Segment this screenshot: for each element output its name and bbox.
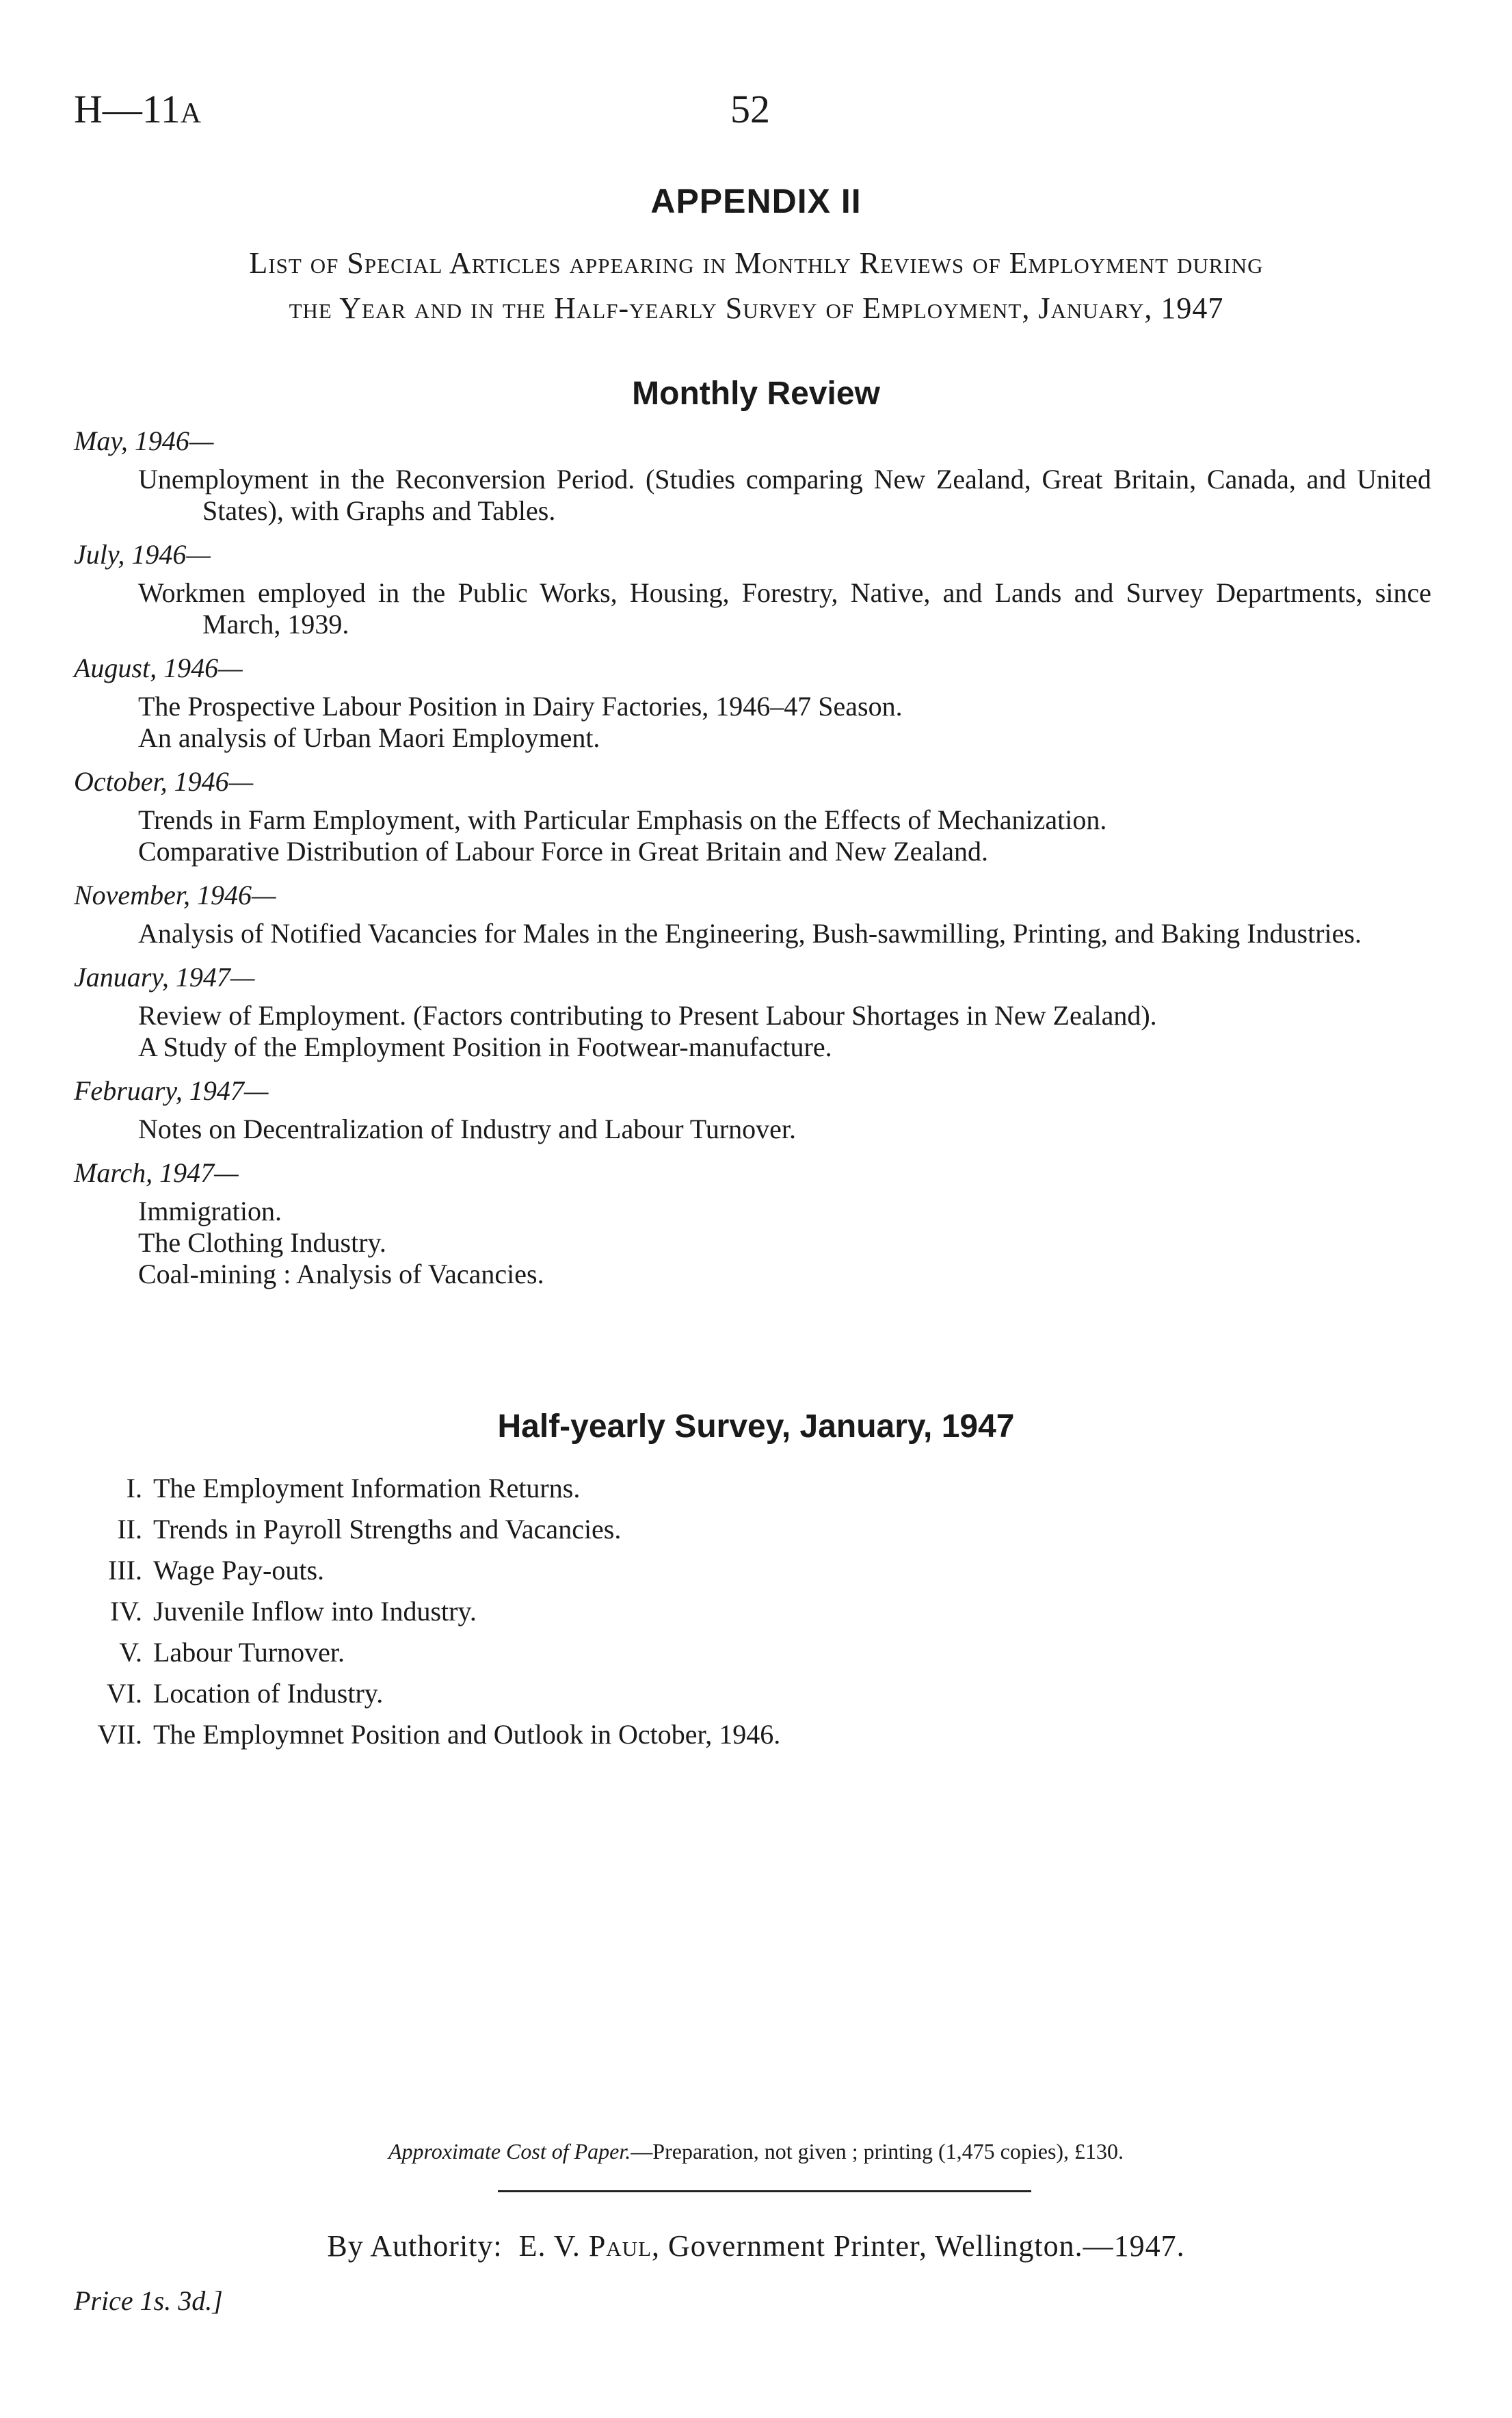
review-entry [74, 1155, 1431, 1290]
survey-item-number: V. [119, 1637, 142, 1668]
doc-ref-suffix: A [180, 98, 202, 129]
cost-note [0, 2139, 1512, 2164]
entry-month: February, 1947— [74, 1075, 269, 1106]
list-title-line-2: the Year and in the Half-yearly Survey of Employment, January, 1947 [289, 291, 1224, 325]
review-entry [74, 650, 1431, 754]
survey-item-text: Location of Industry. [153, 1678, 384, 1709]
doc-ref-main: H—11 [74, 87, 181, 131]
authority-prefix: By Authority: [327, 2229, 503, 2263]
entry-article: Workmen employed in the Public Works, Housing, Forestry, Native, and Lands and Survey Departments, since March, 1939. [138, 577, 1431, 640]
review-entry [74, 877, 1431, 949]
review-entry [74, 763, 1431, 867]
footer-divider [498, 2190, 1031, 2192]
entry-article: Unemployment in the Reconversion Period. (Studies comparing New Zealand, Great Britain, Canada, and United States), with Graphs and Tables. [138, 464, 1431, 526]
survey-item-number: IV. [109, 1596, 142, 1627]
entry-article: Comparative Distribution of Labour Force in Great Britain and New Zealand. [138, 836, 988, 867]
survey-list [41, 1468, 1135, 1755]
entry-month: November, 1946— [74, 880, 276, 910]
survey-item [41, 1550, 1135, 1591]
entry-article: The Clothing Industry. [138, 1227, 386, 1258]
printer-initials: E. V. [518, 2229, 581, 2263]
list-title-line-1: List of Special Articles appearing in Monthly Reviews of Employment during [249, 246, 1264, 280]
entry-month: March, 1947— [74, 1157, 239, 1188]
review-entry [74, 536, 1431, 640]
survey-item-number: VII. [97, 1719, 142, 1750]
survey-item [41, 1591, 1135, 1632]
appendix-title: APPENDIX II [650, 182, 862, 220]
entry-article: Immigration. [138, 1196, 282, 1226]
survey-item-text: Juvenile Inflow into Industry. [153, 1596, 477, 1627]
review-entry [74, 1073, 1431, 1145]
review-entry [74, 959, 1431, 1063]
survey-item-text: The Employmnet Position and Outlook in October, 1946. [153, 1719, 781, 1750]
survey-item-text: The Employment Information Returns. [153, 1473, 581, 1503]
monthly-review-heading: Monthly Review [632, 376, 880, 412]
survey-item-number: VI. [106, 1678, 142, 1709]
review-entry [74, 423, 1431, 527]
printer-surname: Paul, [588, 2229, 661, 2263]
survey-item [41, 1714, 1135, 1755]
entry-article: Notes on Decentralization of Industry and Labour Turnover. [138, 1114, 797, 1144]
entry-month: May, 1946— [74, 425, 214, 456]
authority-suffix: Government Printer, Wellington.—1947. [668, 2229, 1185, 2263]
list-title [74, 241, 1439, 331]
entry-article: Trends in Farm Employment, with Particular Emphasis on the Effects of Mechanization. [138, 804, 1107, 835]
monthly-review-list [74, 423, 1431, 1300]
entry-article: An analysis of Urban Maori Employment. [138, 722, 600, 753]
document-reference [74, 86, 201, 132]
entry-month: October, 1946— [74, 766, 254, 797]
survey-item-text: Wage Pay-outs. [153, 1555, 325, 1586]
survey-item-number: II. [117, 1514, 142, 1545]
entry-article: Coal-mining : Analysis of Vacancies. [138, 1259, 544, 1289]
survey-item [41, 1632, 1135, 1673]
entry-article: The Prospective Labour Position in Dairy Factories, 1946–47 Season. [138, 691, 903, 722]
survey-item-text: Labour Turnover. [153, 1637, 345, 1668]
entry-article: A Study of the Employment Position in Footwear-manufacture. [138, 1031, 832, 1062]
survey-item [41, 1468, 1135, 1509]
entry-article: Review of Employment. (Factors contributing to Present Labour Shortages in New Zealand). [138, 1000, 1157, 1031]
entry-month: August, 1946— [74, 653, 243, 683]
cost-label: Approximate Cost of Paper. [388, 2139, 631, 2164]
entry-month: July, 1946— [74, 539, 211, 570]
price: Price 1s. 3d.] [74, 2285, 223, 2316]
survey-item-number: I. [126, 1473, 142, 1503]
survey-item [41, 1509, 1135, 1550]
survey-item [41, 1673, 1135, 1714]
survey-item-text: Trends in Payroll Strengths and Vacancies. [153, 1514, 622, 1545]
page-header [74, 86, 1436, 141]
entry-article: Analysis of Notified Vacancies for Males in the Engineering, Bush-sawmilling, Printing, and Baking Industries. [138, 918, 1362, 949]
half-yearly-survey-heading: Half-yearly Survey, January, 1947 [497, 1408, 1015, 1445]
printer-authority [0, 2229, 1512, 2263]
page-number: 52 [730, 87, 770, 131]
survey-item-number: III. [108, 1555, 142, 1586]
entry-month: January, 1947— [74, 962, 255, 993]
cost-text: —Preparation, not given ; printing (1,475 copies), £130. [631, 2139, 1124, 2164]
